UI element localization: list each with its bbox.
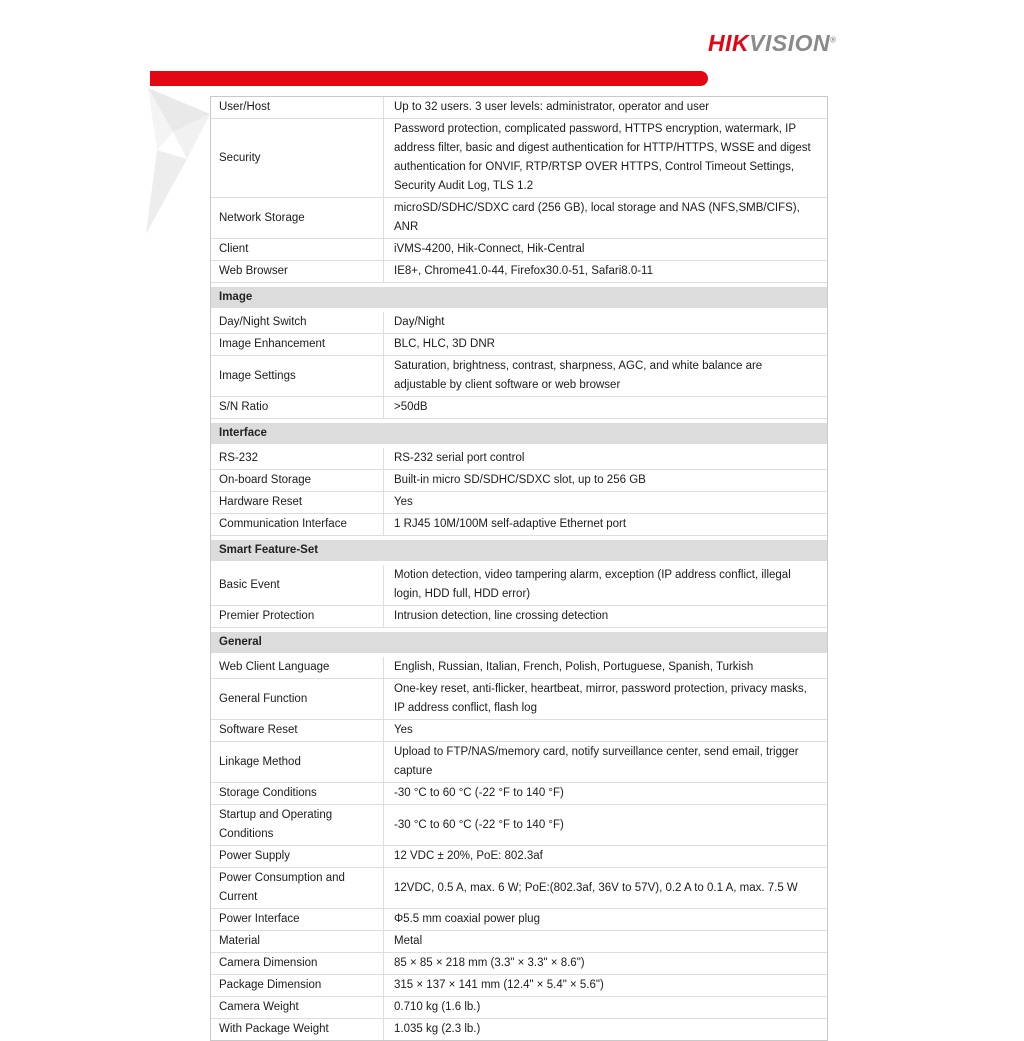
table-row [211, 334, 827, 356]
spec-value: 12 VDC ± 20%, PoE: 802.3af [394, 850, 543, 862]
spec-value: microSD/SDHC/SDXC card (256 GB), local storage and NAS (NFS,SMB/CIFS), ANR [394, 202, 800, 233]
spec-label: On-board Storage [211, 470, 384, 491]
spec-value: Built-in micro SD/SDHC/SDXC slot, up to 256 GB [394, 474, 646, 486]
spec-label: Premier Protection [211, 606, 384, 627]
spec-label: Linkage Method [211, 742, 384, 782]
table-row [211, 953, 827, 975]
table-row [211, 356, 827, 397]
spec-label: Startup and Operating Conditions [211, 805, 384, 845]
table-row [211, 470, 827, 492]
spec-table [210, 96, 828, 1041]
spec-label: RS-232 [211, 448, 384, 469]
table-row [211, 846, 827, 868]
watermark-graphic [136, 86, 218, 238]
section-header: General [211, 632, 827, 653]
spec-label: S/N Ratio [211, 397, 384, 418]
table-row [211, 997, 827, 1019]
spec-value: RS-232 serial port control [394, 452, 525, 464]
spec-value: Upload to FTP/NAS/memory card, notify surveillance center, send email, trigger capture [394, 746, 799, 777]
table-row [211, 606, 827, 628]
spec-value: -30 °C to 60 °C (-22 °F to 140 °F) [394, 818, 564, 831]
spec-value: BLC, HLC, 3D DNR [394, 338, 495, 350]
spec-value: 12VDC, 0.5 A, max. 6 W; PoE:(802.3af, 36V to 57V), 0.2 A to 0.1 A, max. 7.5 W [394, 881, 798, 894]
spec-value: Metal [394, 935, 423, 947]
spec-value: Saturation, brightness, contrast, sharpness, AGC, and white balance are adjustable by client software or web browser [394, 360, 763, 391]
section-header: Interface [211, 423, 827, 444]
section-header: Smart Feature-Set [211, 540, 827, 561]
spec-value: Yes [394, 496, 413, 508]
table-row [211, 261, 827, 283]
spec-label: Network Storage [211, 198, 384, 238]
table-row [211, 397, 827, 419]
table-row [211, 448, 827, 470]
spec-label: Client [211, 239, 384, 260]
logo-text-hik: HIK [708, 30, 750, 56]
spec-value: English, Russian, Italian, French, Polish, Portuguese, Spanish, Turkish [394, 661, 754, 673]
red-accent-bar [150, 71, 708, 86]
hikvision-logo [708, 30, 837, 57]
spec-label: Power Supply [211, 846, 384, 867]
table-row [211, 514, 827, 536]
spec-value: -30 °C to 60 °C (-22 °F to 140 °F) [394, 787, 564, 799]
spec-label: Camera Weight [211, 997, 384, 1018]
spec-value: 315 × 137 × 141 mm (12.4" × 5.4" × 5.6") [394, 979, 604, 991]
spec-label: Communication Interface [211, 514, 384, 535]
registered-trademark-icon: ® [830, 35, 837, 45]
table-row [211, 931, 827, 953]
section-header: Image [211, 287, 827, 308]
spec-label: Day/Night Switch [211, 312, 384, 333]
spec-label: Power Interface [211, 909, 384, 930]
spec-value: One-key reset, anti-flicker, heartbeat, mirror, password protection, privacy masks, IP address conflict, flash log [394, 683, 807, 714]
table-row [211, 805, 827, 846]
table-row [211, 909, 827, 931]
table-row [211, 239, 827, 261]
spec-value: 85 × 85 × 218 mm (3.3" × 3.3" × 8.6") [394, 957, 585, 969]
table-row [211, 657, 827, 679]
table-row [211, 742, 827, 783]
spec-value: 1 RJ45 10M/100M self-adaptive Ethernet port [394, 518, 627, 530]
spec-value: Intrusion detection, line crossing detection [394, 610, 609, 622]
table-row [211, 1019, 827, 1040]
table-row [211, 97, 827, 119]
spec-label: Camera Dimension [211, 953, 384, 974]
spec-value: Motion detection, video tampering alarm, exception (IP address conflict, illegal login, HDD full, HDD error) [394, 569, 791, 600]
table-row [211, 720, 827, 742]
table-row [211, 198, 827, 239]
table-row [211, 119, 827, 198]
logo-text-vision: VISION [749, 30, 831, 56]
table-row [211, 783, 827, 805]
spec-label: Image Settings [211, 356, 384, 396]
table-row [211, 679, 827, 720]
spec-label: Power Consumption and Current [211, 868, 384, 908]
spec-value: Password protection, complicated password, HTTPS encryption, watermark, IP address filter, basic and digest authentication for HTTP/HTTPS, WSSE and digest authentication for ONVIF, RTP/RTSP OVER HTTPS, Control Timeout Settings, Security Audit Log, TLS 1.2 [394, 123, 811, 192]
spec-label: Material [211, 931, 384, 952]
table-row [211, 868, 827, 909]
spec-value: Day/Night [394, 316, 445, 328]
spec-label: Software Reset [211, 720, 384, 741]
table-row [211, 565, 827, 606]
spec-label: User/Host [211, 97, 384, 118]
spec-value: 1.035 kg (2.3 lb.) [394, 1023, 481, 1035]
spec-label: Basic Event [211, 565, 384, 605]
spec-value: Up to 32 users. 3 user levels: administrator, operator and user [394, 101, 710, 113]
spec-label: Web Client Language [211, 657, 384, 678]
spec-value: >50dB [394, 401, 428, 413]
spec-value: IE8+, Chrome41.0-44, Firefox30.0-51, Safari8.0-11 [394, 265, 653, 277]
spec-value: 0.710 kg (1.6 lb.) [394, 1001, 481, 1013]
spec-value: Yes [394, 724, 413, 736]
spec-value: iVMS-4200, Hik-Connect, Hik-Central [394, 243, 585, 255]
spec-label: Security [211, 119, 384, 197]
table-row [211, 492, 827, 514]
spec-label: Package Dimension [211, 975, 384, 996]
spec-label: Hardware Reset [211, 492, 384, 513]
table-row [211, 975, 827, 997]
spec-value: Φ5.5 mm coaxial power plug [394, 913, 540, 925]
spec-label: General Function [211, 679, 384, 719]
spec-label: Storage Conditions [211, 783, 384, 804]
spec-label: Image Enhancement [211, 334, 384, 355]
table-row [211, 312, 827, 334]
spec-label: Web Browser [211, 261, 384, 282]
spec-label: With Package Weight [211, 1019, 384, 1040]
